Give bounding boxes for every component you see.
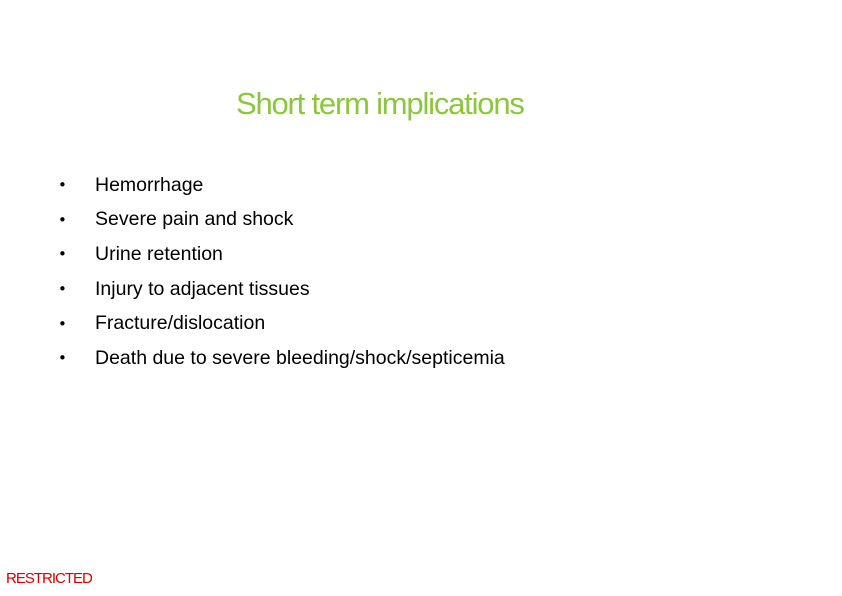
bullet-icon: • [58, 245, 67, 264]
list-item [58, 203, 505, 238]
list-item [58, 237, 505, 272]
bullet-list [58, 168, 505, 376]
bullet-icon: • [58, 210, 67, 229]
bullet-icon: • [58, 349, 67, 368]
list-item [58, 306, 505, 341]
list-item [58, 272, 505, 307]
list-item [58, 341, 505, 376]
bullet-text: Severe pain and shock [95, 208, 294, 231]
slide-title: Short term implications [236, 86, 524, 121]
bullet-icon: • [58, 280, 67, 299]
bullet-text: Death due to severe bleeding/shock/septicemia [95, 346, 505, 369]
bullet-icon: • [58, 176, 67, 195]
bullet-text: Injury to adjacent tissues [95, 277, 310, 300]
bullet-text: Hemorrhage [95, 173, 204, 196]
bullet-icon: • [58, 314, 67, 333]
bullet-text: Fracture/dislocation [95, 312, 266, 335]
restricted-label: RESTRICTED [6, 570, 92, 587]
list-item [58, 168, 505, 203]
bullet-text: Urine retention [95, 242, 223, 265]
